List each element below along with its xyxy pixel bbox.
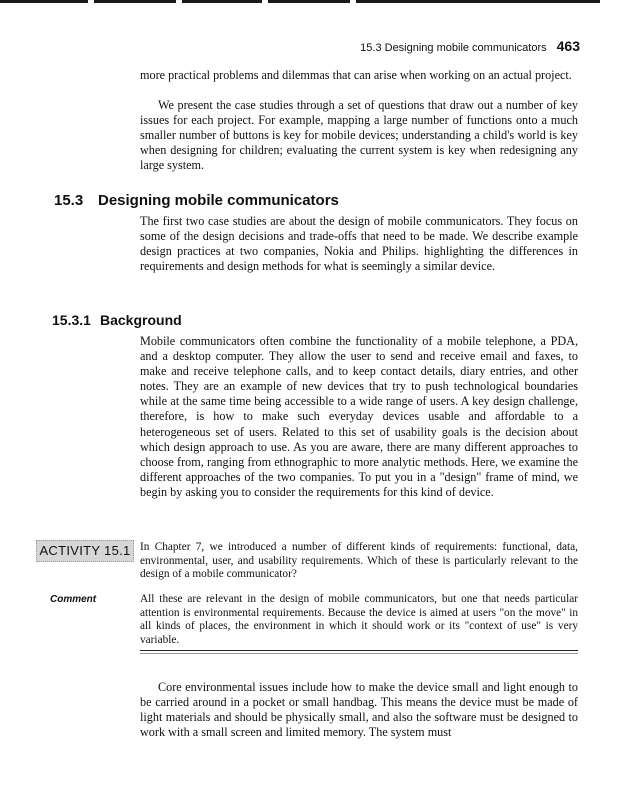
header-section: 15.3 Designing mobile communicators — [360, 42, 547, 54]
section-title: Designing mobile communicators — [98, 192, 339, 209]
page-number: 463 — [556, 38, 580, 54]
border-gap — [176, 0, 182, 3]
box-rule — [140, 650, 578, 651]
activity-label: ACTIVITY 15.1 — [36, 540, 134, 562]
activity-text: In Chapter 7, we introduced a number of different kinds of requirements: functional, data, environmental, user, and usability requirements. Which of these is particularly relevant to the design of a mobile communicator? — [140, 541, 578, 581]
section-number: 15.3 — [54, 192, 84, 209]
subsection-heading — [52, 312, 182, 328]
intro-paragraph-2: We present the case studies through a set of questions that draw out a number of key issues for each project. For example, mapping a large number of functions onto a much smaller number of buttons is key for mobile devices; understanding a child's world is key when designing for children; evaluating the current system is key when redesigning any large system. — [140, 98, 578, 173]
border-gap — [350, 0, 356, 3]
section-heading — [54, 192, 339, 209]
border-gap — [262, 0, 268, 3]
comment-label: Comment — [50, 594, 97, 605]
closing-paragraph: Core environmental issues include how to make the device small and light enough to be carried around in a pocket or small handbag. This means the device must be made of light materials and should be physically small, and also the software must be designed to work with a small screen and limited memory. The system must — [140, 680, 578, 740]
intro-paragraph-1: more practical problems and dilemmas that can arise when working on an actual project. — [140, 68, 572, 82]
subsection-number: 15.3.1 — [52, 312, 91, 328]
border-gap — [88, 0, 94, 3]
background-paragraph: Mobile communicators often combine the functionality of a mobile telephone, a PDA, and a desktop computer. They allow the user to send and receive email and faxes, to make and receive telephone calls, and to keep contact details, diary entries, and other notes. They are an example of new devices that try to push technological boundaries while at the same time being accessible to a wide range of users. A key design challenge, therefore, is how to make such everyday devices usable and affordable to a heterogeneous set of users. Related to this set of usability goals is the decision about which design approach to use. As you are aware, there are many different approaches to choose from, ranging from ethnographic to more analytic methods. Here, we examine the different approaches of the two companies. To put you in a "design" frame of mind, we begin by asking you to consider the requirements for this kind of device. — [140, 334, 578, 499]
comment-text: All these are relevant in the design of mobile communicators, but one that needs particular attention is environmental requirements. Because the device is aimed at users "on the move" in all kinds of places, the environment in which it should work or its "context of use" is very variable. — [140, 593, 578, 646]
section-paragraph: The first two case studies are about the design of mobile communicators. They focus on some of the design decisions and trade-offs that need to be made. We describe example design practices at two companies, Nokia and Philips. highlighting the differences in requirements and design methods for what is seemingly a similar device. — [140, 214, 578, 274]
box-rule-thin — [140, 653, 578, 654]
subsection-title: Background — [100, 312, 182, 328]
running-header — [340, 38, 580, 54]
